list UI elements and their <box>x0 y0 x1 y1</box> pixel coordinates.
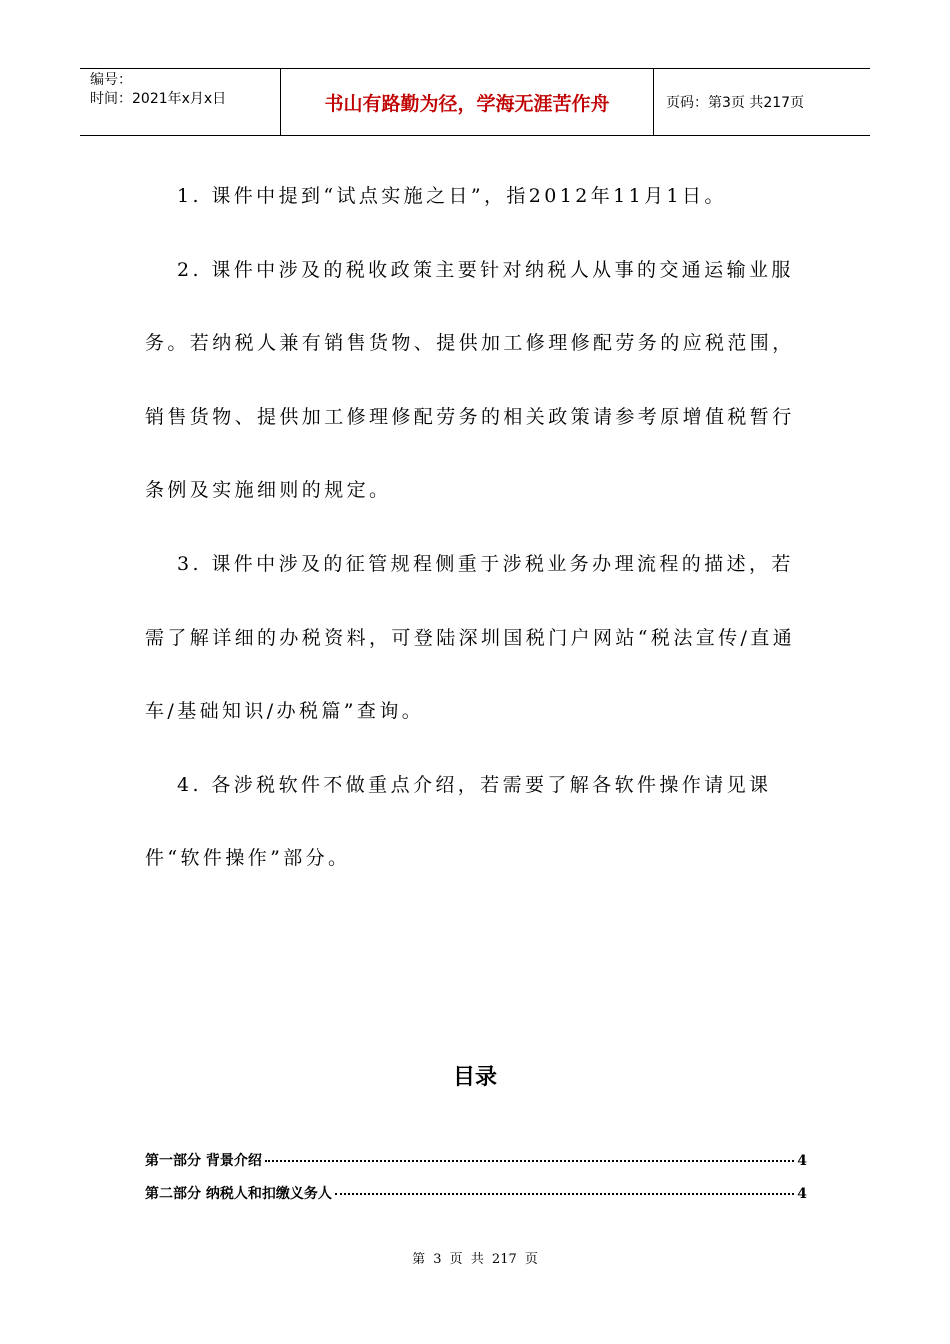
toc-entry-label: 第二部分 纳税人和扣缴义务人 <box>145 1186 332 1202</box>
header-number: 编号： <box>90 72 132 88</box>
toc-leader-dots <box>335 1193 794 1195</box>
paragraph-2: 2. 课件中涉及的税收政策主要针对纳税人从事的交通运输业服务。若纳税人兼有销售货物、提供加工修理修配劳务的应税范围，销售货物、提供加工修理修配劳务的相关政策请参考原增值税暂行条例及实施细则的规定。 <box>145 258 795 502</box>
paragraph-3: 3. 课件中涉及的征管规程侧重于涉税业务办理流程的描述，若需了解详细的办税资料，可登陆深圳国税门户网站“税法宣传/直通车/基础知识/办税篇”查询。 <box>145 552 796 723</box>
page-header <box>80 68 870 136</box>
toc-entry[interactable] <box>145 1150 807 1183</box>
toc-entry-page: 4 <box>797 1186 807 1202</box>
paragraph-1: 1. 课件中提到“试点实施之日”，指2012年11月1日。 <box>177 185 727 207</box>
toc-leader-dots <box>265 1160 794 1162</box>
document-body <box>145 160 805 896</box>
header-page-info: 页码：第3页 共217页 <box>666 95 805 111</box>
header-date: 时间：2021年x月x日 <box>90 91 227 107</box>
table-of-contents <box>145 1150 807 1216</box>
paragraph-4: 4. 各涉税软件不做重点介绍，若需要了解各软件操作请见课件“软件操作”部分。 <box>145 773 772 870</box>
toc-title: 目录 <box>452 1065 497 1090</box>
header-meta <box>80 69 281 135</box>
toc-entry-page: 4 <box>797 1153 807 1169</box>
page-footer: 第 3 页 共 217 页 <box>412 1252 538 1267</box>
toc-entry[interactable] <box>145 1183 807 1216</box>
toc-entry-label: 第一部分 背景介绍 <box>145 1153 262 1169</box>
header-motto: 书山有路勤为径，学海无涯苦作舟 <box>281 69 654 135</box>
